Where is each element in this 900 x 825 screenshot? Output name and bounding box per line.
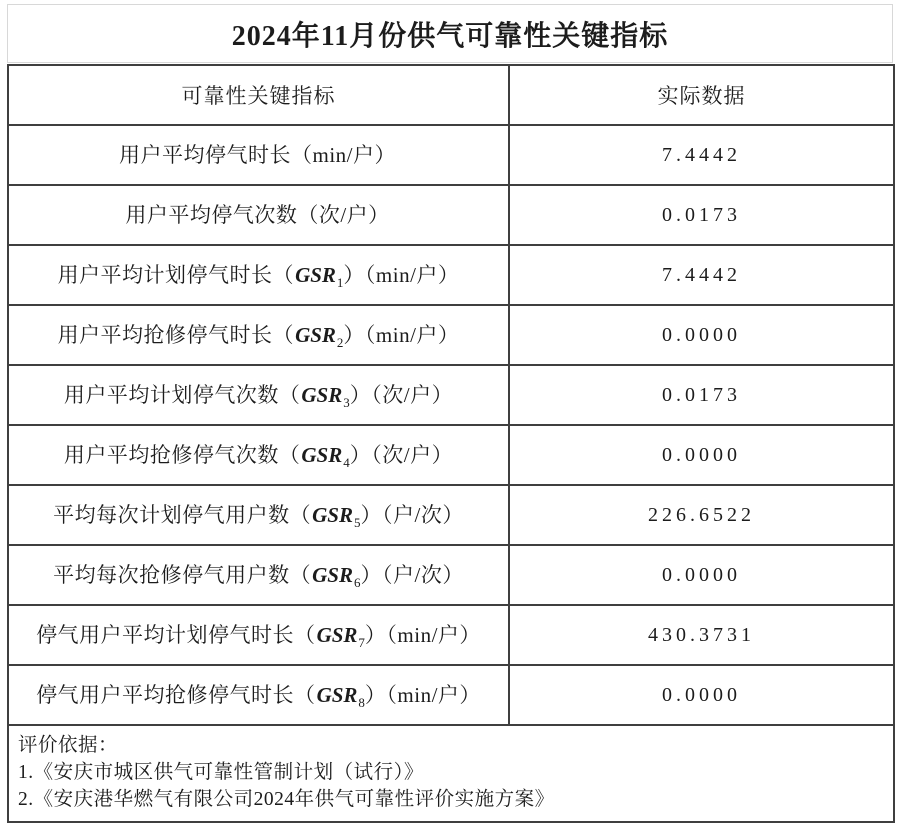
table-row (8, 425, 894, 485)
indicator-value-cell: 7.4442 (509, 125, 894, 185)
indicator-label-cell (8, 365, 509, 425)
evaluation-basis-row (8, 725, 894, 822)
indicator-label: 平均每次计划停气用户数（ (53, 503, 312, 527)
table-row (8, 665, 894, 725)
indicator-value-cell: 0.0000 (509, 545, 894, 605)
indicator-value-cell: 0.0173 (509, 365, 894, 425)
indicators-table (7, 64, 895, 823)
document-title: 2024年11月份供气可靠性关键指标 (231, 20, 669, 52)
indicator-value-cell: 0.0000 (509, 425, 894, 485)
gsr-subscript: 5 (354, 515, 361, 530)
indicator-label: 用户平均停气次数（次/户） (125, 203, 390, 227)
indicator-label-suffix: ）（次/户） (349, 443, 454, 467)
indicator-label-cell (8, 125, 509, 185)
table-row (8, 485, 894, 545)
table-row (8, 545, 894, 605)
indicator-value-cell: 0.0173 (509, 185, 894, 245)
indicator-label-suffix: ）（min/户） (343, 323, 460, 347)
indicator-label-cell (8, 185, 509, 245)
indicator-value-cell: 226.6522 (509, 485, 894, 545)
indicator-label-suffix: ）（min/户） (364, 623, 481, 647)
indicator-label: 用户平均计划停气时长（ (57, 263, 295, 287)
indicator-label: 用户平均抢修停气时长（ (57, 323, 295, 347)
gsr-symbol: GSR (295, 323, 336, 347)
table-row (8, 605, 894, 665)
report-page (0, 4, 900, 825)
table-row (8, 125, 894, 185)
table-row (8, 185, 894, 245)
indicator-label: 平均每次抢修停气用户数（ (53, 563, 312, 587)
table-row (8, 305, 894, 365)
indicator-label: 停气用户平均计划停气时长（ (36, 623, 316, 647)
indicator-label-cell (8, 425, 509, 485)
indicator-label-cell (8, 665, 509, 725)
indicator-label-cell (8, 605, 509, 665)
indicator-value-cell: 0.0000 (509, 665, 894, 725)
gsr-subscript: 2 (336, 335, 344, 350)
indicator-label-suffix: ）（次/户） (349, 383, 454, 407)
indicator-label-cell (8, 545, 509, 605)
gsr-symbol: GSR (316, 683, 358, 707)
gsr-subscript: 3 (343, 395, 350, 410)
indicator-label: 用户平均抢修停气次数（ (63, 443, 301, 467)
gsr-subscript: 4 (343, 455, 350, 470)
indicator-value-cell: 7.4442 (509, 245, 894, 305)
gsr-symbol: GSR (312, 503, 353, 527)
column-header-value: 实际数据 (509, 65, 894, 125)
table-row (8, 245, 894, 305)
indicator-label-suffix: ）（min/户） (364, 683, 481, 707)
indicator-label-suffix: ）（户/次） (360, 563, 464, 587)
indicator-label-cell (8, 245, 509, 305)
indicator-label: 停气用户平均抢修停气时长（ (36, 683, 316, 707)
gsr-symbol: GSR (295, 263, 336, 287)
gsr-symbol (390, 203, 392, 227)
table-row (8, 365, 894, 425)
indicator-value-cell: 0.0000 (509, 305, 894, 365)
gsr-symbol: GSR (301, 383, 343, 407)
gsr-symbol (396, 143, 398, 167)
evaluation-basis-item: 1.《安庆市城区供气可靠性管制计划（试行）》 (18, 762, 424, 783)
gsr-symbol: GSR (312, 563, 353, 587)
indicator-label-suffix: ）（户/次） (360, 503, 464, 527)
evaluation-basis-heading: 评价依据： (18, 735, 119, 756)
column-header-indicator: 可靠性关键指标 (8, 65, 509, 125)
indicator-label: 用户平均计划停气次数（ (63, 383, 301, 407)
evaluation-basis-item: 2.《安庆港华燃气有限公司2024年供气可靠性评价实施方案》 (18, 789, 555, 810)
evaluation-basis-cell (8, 725, 894, 822)
indicator-label: 用户平均停气时长（min/户） (118, 143, 396, 167)
gsr-subscript: 6 (354, 575, 361, 590)
gsr-subscript: 8 (358, 695, 365, 710)
document-title-box (7, 4, 893, 63)
gsr-symbol: GSR (316, 623, 358, 647)
gsr-symbol: GSR (301, 443, 343, 467)
indicator-label-cell (8, 485, 509, 545)
gsr-subscript: 1 (336, 275, 344, 290)
indicator-value-cell: 430.3731 (509, 605, 894, 665)
table-header-row (8, 65, 894, 125)
indicator-label-suffix: ）（min/户） (343, 263, 460, 287)
gsr-subscript: 7 (358, 635, 365, 650)
indicator-label-cell (8, 305, 509, 365)
